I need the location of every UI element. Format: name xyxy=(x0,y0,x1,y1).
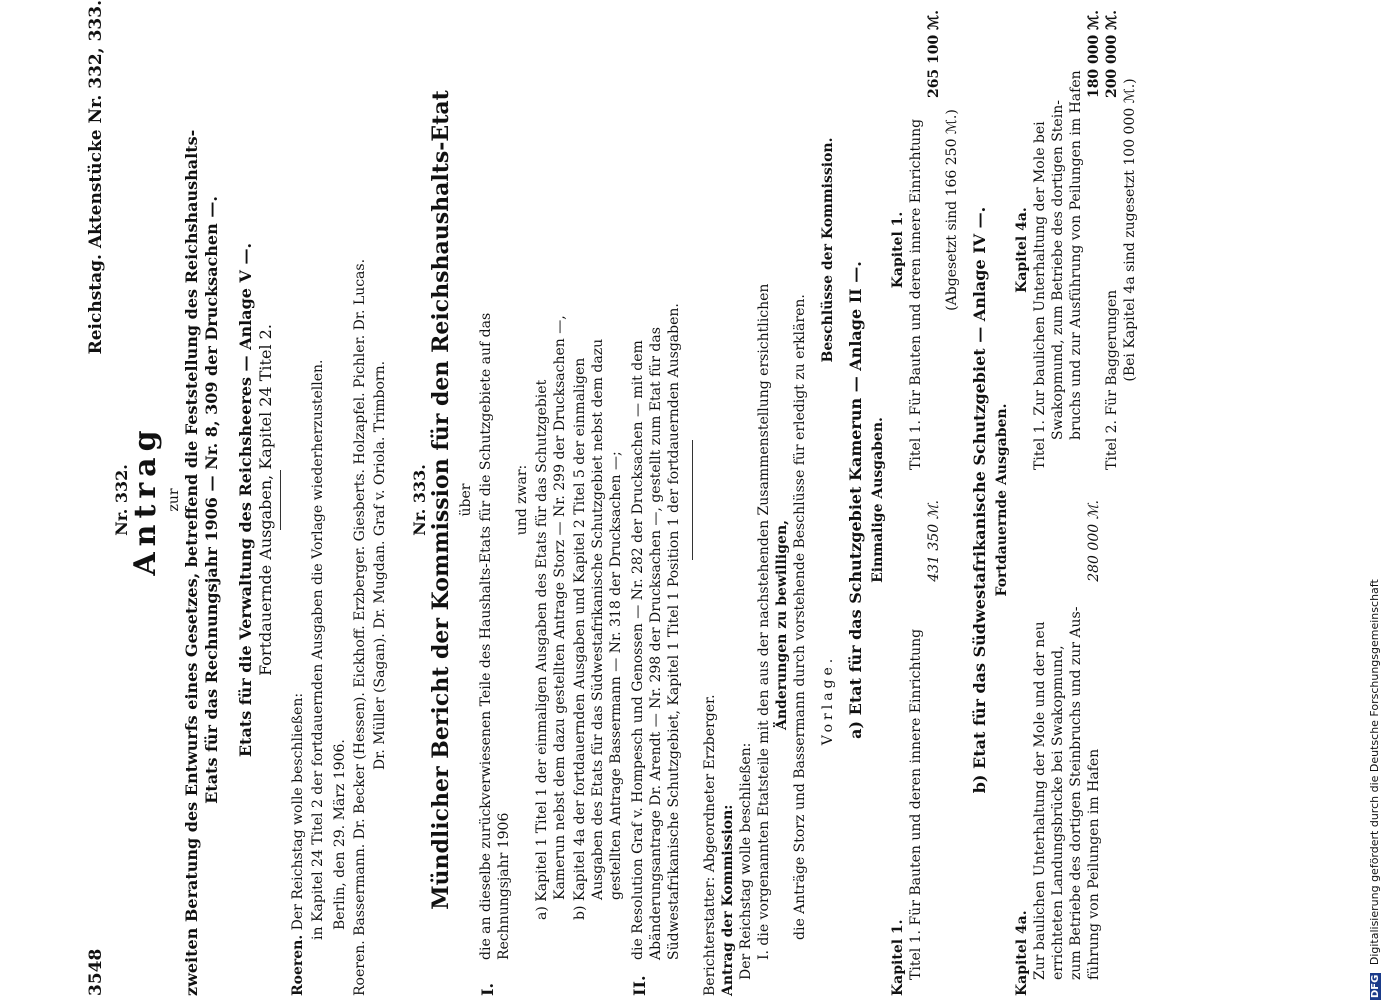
kap4a-left-text2: errichteten Landungsbrücke bei Swakopmund, xyxy=(1050,645,1066,980)
fortdauernde-heading: Fortdauernde Ausgaben. xyxy=(994,403,1010,597)
einmalige-heading: Einmalige Ausgaben. xyxy=(870,417,886,583)
sec-a-title: a) Etat für das Schutzgebiet Kamerun — Anlage II —. xyxy=(846,261,865,739)
credit-line xyxy=(1368,0,1381,1000)
doc333-i-text2: Rechnungsjahr 1906 xyxy=(496,812,512,960)
doc332-sub1: Etats für die Verwaltung des Reichsheeres — Anlage V —. xyxy=(236,242,255,758)
doc333-b-text3: gestellten Antrage Bassermann — Nr. 318 der Drucksachen —; xyxy=(608,451,624,900)
doc332-type: Antrag xyxy=(128,424,163,576)
doc333-ii-text3: Südwestafrikanische Schutzgebiet, Kapitel 1 Titel 1 Position 1 der fortdauernden Ausgaben. xyxy=(666,303,682,960)
amount-left-a: 431 350 ℳ. xyxy=(926,500,942,582)
kap4a-left-text4: führung von Peilungen im Hafen xyxy=(1086,748,1102,980)
sec-b-title: b) Etat für das Südwestafrikanische Schutzgebiet — Anlage IV —. xyxy=(970,206,989,794)
doc332-signers2: Dr. Müller (Sagan). Dr. Mugdan. Graf v. Oriola. Trimborn. xyxy=(372,360,388,770)
doc332-sub2: Fortdauernde Ausgaben, Kapitel 24 Titel 2. xyxy=(256,324,275,676)
amount-left-b: 280 000 ℳ. xyxy=(1086,500,1102,582)
divider xyxy=(692,440,693,560)
kap4a-right: Kapitel 4a. xyxy=(1014,207,1030,293)
doc332-zur: zur xyxy=(166,488,182,512)
titel2-right: Titel 2. Für Baggerungen xyxy=(1104,289,1120,470)
doc333-ii-label: II. xyxy=(630,975,649,996)
doc332-number: Nr. 332. xyxy=(112,464,131,536)
doc332-signers1: Roeren. Bassermann. Dr. Becker (Hessen). Eickhoff. Erzberger. Giesberts. Holzapfel. Pichler. Dr. Lucas. xyxy=(352,258,368,996)
doc333-title: Mündlicher Bericht der Kommission für den Reichshaushalts-Etat xyxy=(428,90,454,910)
titel1-left: Titel 1. Für Bauten und deren innere Einrichtung xyxy=(908,628,924,980)
motion-text2: in Kapitel 24 Titel 2 der fortdauernden Ausgaben die Vorlage wiederherzustellen. xyxy=(310,359,326,940)
doc333-reporter: Berichterstatter: Abgeordneter Erzberger. xyxy=(702,694,718,996)
doc332-line2: Etats für das Rechnungsjahr 1906 — Nr. 8, 309 der Drucksachen —. xyxy=(202,196,221,804)
abgesetzt-note: (Abgesetzt sind 166 250 ℳ.) xyxy=(944,109,960,311)
doc332-motion xyxy=(290,16,306,996)
doc333-b-text2: Ausgaben des Etats für das Südwestafrikanische Schutzgebiet nebst dem dazu xyxy=(590,338,606,900)
divider xyxy=(280,470,281,530)
kap1-left: Kapitel 1. xyxy=(890,919,906,996)
kap1-right: Kapitel 1. xyxy=(890,211,906,289)
doc333-b-text1: b) Kapitel 4a der fortdauernden Ausgaben und Kapitel 2 Titel 5 der einmaligen xyxy=(572,357,588,920)
doc332-date: Berlin, den 29. März 1906. xyxy=(332,739,348,930)
col-beschluesse: Beschlüsse der Kommission. xyxy=(820,137,836,363)
kap4a-right-text1: Titel 1. Zur baulichen Unterhaltung der Mole bei xyxy=(1032,121,1048,470)
doc333-a-text2: Kamerun nebst dem dazu gestellten Antrage Storz — Nr. 299 der Drucksachen —, xyxy=(552,315,568,900)
kap4a-left: Kapitel 4a. xyxy=(1014,910,1030,996)
doc333-i-label: I. xyxy=(478,982,497,996)
amount-right-b1: 180 000 ℳ. xyxy=(1086,10,1102,99)
doc333-ii-text2: Abänderungsantrage Dr. Arendt — Nr. 298 der Drucksachen —, gestellt zum Etat für das xyxy=(648,327,664,960)
col-vorlage: Vorlage. xyxy=(820,654,836,746)
credit-text: Digitalisierung gefördert durch die Deutsche Forschungsgemeinschaft xyxy=(1368,579,1381,966)
doc333-ueber: über xyxy=(458,483,474,517)
doc333-ii-text1: die Resolution Graf v. Hompesch und Genossen — Nr. 282 der Drucksachen — mit dem xyxy=(630,340,646,960)
kap4a-right-text3: bruchs und zur Ausführung von Peilungen im Hafen xyxy=(1068,70,1084,440)
doc333-antrag-i2: Änderungen zu bewilligen, xyxy=(774,520,790,730)
kap4a-right-text2: Swakopmund, zum Betriebe des dortigen Stein- xyxy=(1050,100,1066,440)
kap4a-left-text3: zum Betriebe des dortigen Steinbruchs und zur Aus- xyxy=(1068,606,1084,980)
doc333-und-zwar: und zwar: xyxy=(514,464,530,536)
titel1-right: Titel 1. Für Bauten und deren innere Einrichtung xyxy=(908,118,924,470)
header-source: Reichstag. Aktenstücke Nr. 332, 333. xyxy=(86,0,106,355)
amount-right-a: 265 100 ℳ. xyxy=(926,10,942,99)
motion-text1: Der Reichstag wolle beschließen: xyxy=(290,692,306,931)
doc333-i-text1: die an dieselbe zurückverwiesenen Teile des Haushalts-Etats für die Schutzgebiete auf das xyxy=(478,312,494,960)
doc333-antrag-text1: Der Reichstag wolle beschließen: xyxy=(738,742,754,980)
doc333-a-text1: a) Kapitel 1 Titel 1 der einmaligen Ausgaben des Etats für das Schutzgebiet xyxy=(534,379,550,920)
dfg-logo: DFG xyxy=(1370,974,1381,998)
doc333-antrag-head: Antrag der Kommission: xyxy=(720,804,736,996)
doc333-antrag-i1: I. die vorgenannten Etatsteile mit den aus der nachstehenden Zusammenstellung ersichtlichen xyxy=(756,283,772,960)
zugesetzt-note: (Bei Kapitel 4a sind zugesetzt 100 000 ℳ.) xyxy=(1122,78,1138,382)
kap4a-left-text1: Zur baulichen Unterhaltung der Mole und der neu xyxy=(1032,621,1048,980)
amount-right-b2: 200 000 ℳ. xyxy=(1104,10,1120,99)
doc333-number: Nr. 333. xyxy=(410,464,429,536)
page-number: 3548 xyxy=(86,948,106,996)
doc333-antrag-i3: die Anträge Storz und Bassermann durch vorstehende Beschlüsse für erledigt zu erklären. xyxy=(792,294,808,940)
doc332-line1: zweiten Beratung des Entwurfs eines Gesetzes, betreffend die Feststellung des Reichshaushalts- xyxy=(182,129,201,996)
motion-label: Roeren. xyxy=(290,934,306,996)
